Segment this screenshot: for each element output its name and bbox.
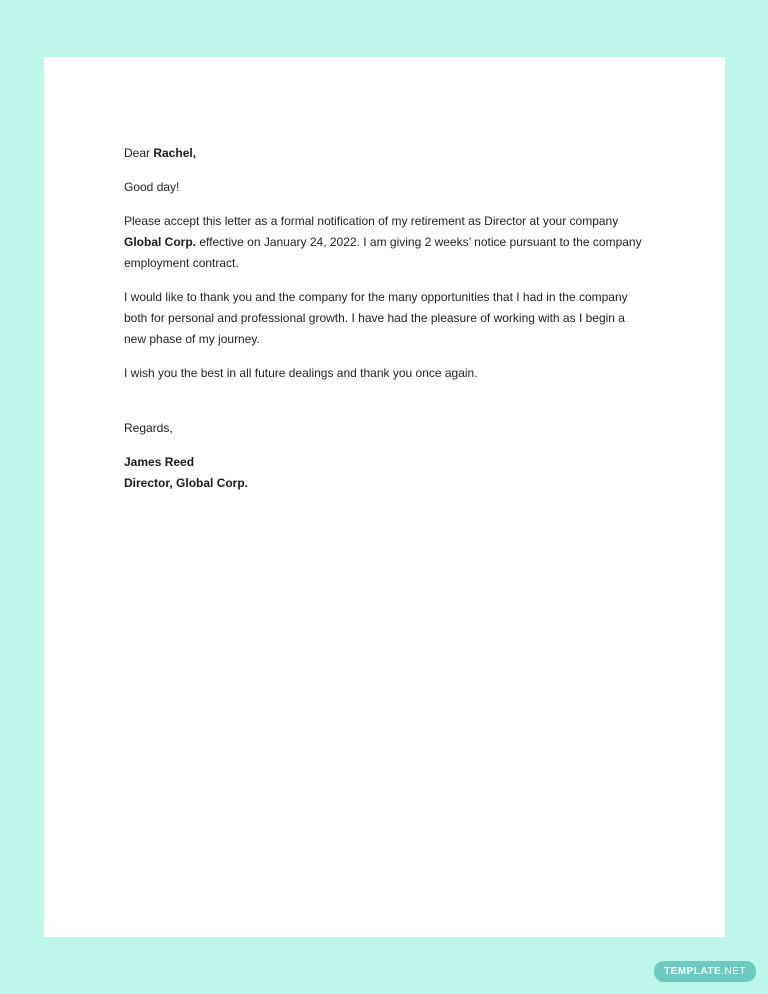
company-name: Global Corp.: [124, 235, 196, 249]
signature-name: [124, 452, 664, 473]
paragraph-wishes: I wish you the best in all future dealings and thank you once again.: [124, 366, 478, 380]
signature-title-text: Director, Global Corp.: [124, 476, 249, 490]
watermark-brand: TEMPLATE: [664, 966, 722, 977]
greeting: Good day!: [124, 180, 180, 194]
salutation: [124, 143, 664, 164]
template-net-watermark: [654, 961, 756, 982]
closing: Regards,: [124, 421, 173, 435]
paragraph-thanks: I would like to thank you and the company for the many opportunities that I had in the company both for personal and professional growth. I have had the pleasure of working with as I begin a new phase of my journey.: [124, 290, 628, 346]
salutation-prefix: Dear: [124, 146, 154, 160]
signature-title: [124, 473, 664, 494]
recipient-name: Rachel,: [153, 146, 197, 160]
paragraph-notification: [124, 211, 644, 274]
paragraph-notification-part1: Please accept this letter as a formal notification of my retirement as Director at your company: [124, 214, 619, 228]
watermark-suffix: .NET: [721, 966, 746, 977]
letter-body: [124, 143, 664, 494]
paragraph-notification-part2: effective on January 24, 2022. I am giving 2 weeks’ notice pursuant to the company employment contract.: [124, 235, 642, 270]
letter-page: [44, 57, 725, 937]
signature-name-text: James Reed: [124, 455, 195, 469]
